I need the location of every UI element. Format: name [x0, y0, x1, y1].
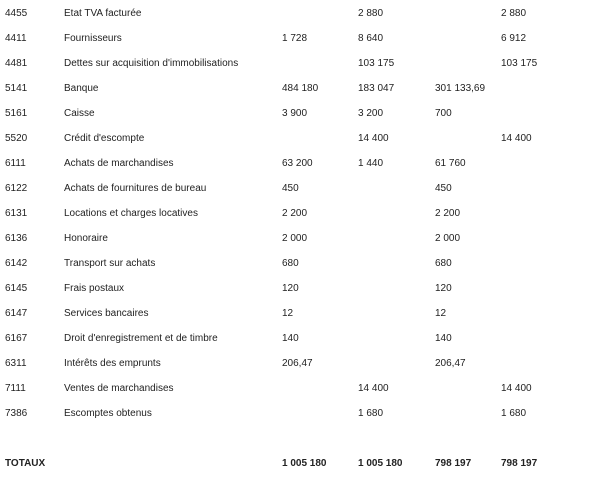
credit-balance: 6 912: [501, 33, 527, 44]
credit-balance: 14 400: [501, 383, 532, 394]
table-row: [0, 107, 598, 121]
credit-movements: 2 880: [358, 8, 384, 19]
account-number: 4481: [5, 58, 28, 69]
totals-label: TOTAUX: [5, 458, 46, 469]
debit-balance: 61 760: [435, 158, 466, 169]
debit-movements: 140: [282, 333, 299, 344]
debit-movements: 2 200: [282, 208, 308, 219]
table-row: [0, 7, 598, 21]
account-number: 6145: [5, 283, 28, 294]
account-label: Achats de fournitures de bureau: [64, 183, 207, 194]
credit-movements: 103 175: [358, 58, 395, 69]
table-row: [0, 307, 598, 321]
credit-movements: 8 640: [358, 33, 384, 44]
total-debit-movements: 1 005 180: [282, 458, 327, 469]
debit-movements: 2 000: [282, 233, 308, 244]
account-number: 7386: [5, 408, 28, 419]
account-number: 6111: [5, 158, 26, 169]
credit-balance: 14 400: [501, 133, 532, 144]
credit-balance: 2 880: [501, 8, 527, 19]
debit-balance: 450: [435, 183, 452, 194]
account-number: 6311: [5, 358, 27, 369]
account-number: 5161: [5, 108, 28, 119]
debit-balance: 120: [435, 283, 452, 294]
debit-balance: 12: [435, 308, 447, 319]
table-row: [0, 357, 598, 371]
account-number: 6147: [5, 308, 28, 319]
account-number: 6142: [5, 258, 28, 269]
account-number: 4455: [5, 8, 28, 19]
account-number: 5141: [5, 83, 28, 94]
account-label: Services bancaires: [64, 308, 149, 319]
debit-balance: 2 200: [435, 208, 461, 219]
debit-movements: 120: [282, 283, 299, 294]
debit-balance: 680: [435, 258, 452, 269]
account-label: Fournisseurs: [64, 33, 122, 44]
table-row: [0, 132, 598, 146]
account-label: Locations et charges locatives: [64, 208, 198, 219]
account-label: Crédit d'escompte: [64, 133, 145, 144]
account-label: Etat TVA facturée: [64, 8, 142, 19]
table-row: [0, 207, 598, 221]
credit-movements: 14 400: [358, 383, 389, 394]
debit-movements: 1 728: [282, 33, 308, 44]
account-number: 6136: [5, 233, 28, 244]
account-label: Caisse: [64, 108, 95, 119]
table-row: [0, 282, 598, 296]
debit-movements: 680: [282, 258, 299, 269]
table-row: [0, 232, 598, 246]
debit-balance: 700: [435, 108, 452, 119]
debit-balance: 206,47: [435, 358, 466, 369]
table-row: [0, 182, 598, 196]
debit-balance: 140: [435, 333, 452, 344]
account-label: Dettes sur acquisition d'immobilisations: [64, 58, 239, 69]
account-label: Honoraire: [64, 233, 108, 244]
credit-balance: 103 175: [501, 58, 538, 69]
credit-movements: 14 400: [358, 133, 389, 144]
totals-row: [0, 457, 598, 471]
account-number: 5520: [5, 133, 28, 144]
account-number: 6131: [5, 208, 28, 219]
table-row: [0, 157, 598, 171]
credit-balance: 1 680: [501, 408, 527, 419]
debit-movements: 450: [282, 183, 299, 194]
debit-balance: 2 000: [435, 233, 461, 244]
credit-movements: 3 200: [358, 108, 384, 119]
debit-balance: 301 133,69: [435, 83, 486, 94]
total-credit-movements: 1 005 180: [358, 458, 403, 469]
table-row: [0, 332, 598, 346]
total-debit-balance: 798 197: [435, 458, 472, 469]
table-row: [0, 407, 598, 421]
table-row: [0, 257, 598, 271]
credit-movements: 183 047: [358, 83, 395, 94]
credit-movements: 1 440: [358, 158, 384, 169]
account-number: 4411: [5, 33, 27, 44]
debit-movements: 3 900: [282, 108, 308, 119]
debit-movements: 484 180: [282, 83, 319, 94]
account-label: Droit d'enregistrement et de timbre: [64, 333, 218, 344]
account-label: Achats de marchandises: [64, 158, 174, 169]
account-number: 6122: [5, 183, 28, 194]
debit-movements: 63 200: [282, 158, 313, 169]
table-row: [0, 57, 598, 71]
account-label: Escomptes obtenus: [64, 408, 152, 419]
account-label: Banque: [64, 83, 99, 94]
table-row: [0, 82, 598, 96]
account-label: Intérêts des emprunts: [64, 358, 161, 369]
table-row: [0, 382, 598, 396]
account-number: 7111: [5, 383, 26, 394]
debit-movements: 206,47: [282, 358, 313, 369]
debit-movements: 12: [282, 308, 294, 319]
account-label: Transport sur achats: [64, 258, 156, 269]
credit-movements: 1 680: [358, 408, 384, 419]
account-label: Frais postaux: [64, 283, 125, 294]
account-number: 6167: [5, 333, 28, 344]
account-label: Ventes de marchandises: [64, 383, 174, 394]
total-credit-balance: 798 197: [501, 458, 538, 469]
table-row: [0, 32, 598, 46]
